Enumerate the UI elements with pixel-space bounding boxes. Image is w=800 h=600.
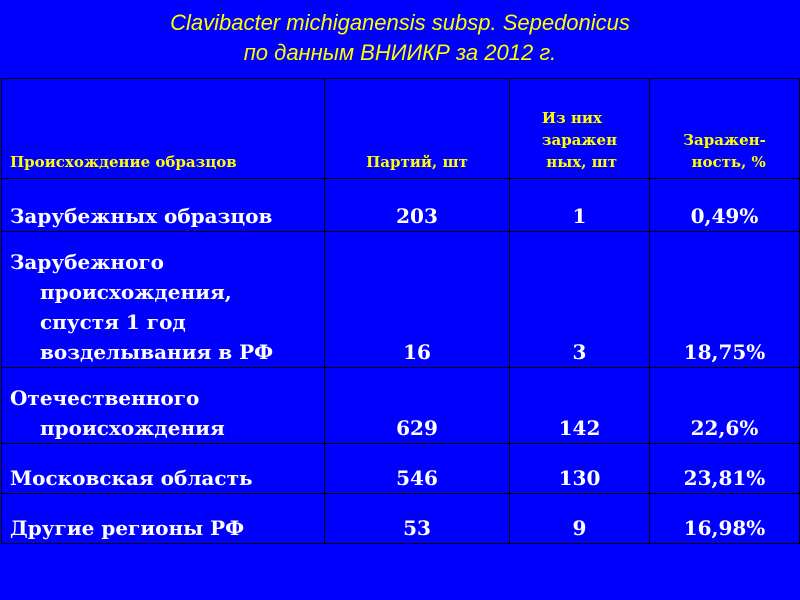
header-rate-line-2: ность, %: [691, 153, 766, 171]
table-row: [2, 444, 800, 494]
table-row: [2, 494, 800, 544]
header-origin: Происхождение образцов: [2, 79, 325, 179]
table-row: [2, 232, 800, 368]
header-infected-text: [542, 107, 617, 173]
row-origin: [2, 232, 325, 368]
row-batches: 629: [325, 368, 510, 444]
row-origin: [2, 179, 325, 232]
infection-data-table: [1, 78, 800, 544]
row-batches: 53: [325, 494, 510, 544]
row-rate: 0,49%: [650, 179, 800, 232]
header-infected-line-2: заражен: [541, 131, 618, 149]
row-origin-text: Зарубежных образцов: [10, 204, 273, 228]
table-header-row: [2, 79, 800, 179]
title-line-1: Clavibacter michiganensis subsp. Sepedonicus: [170, 10, 630, 35]
title-line-2: по данным ВНИИКР за 2012 г.: [243, 40, 557, 65]
row-infected: 142: [510, 368, 650, 444]
table-row: [2, 179, 800, 232]
row-infected: 1: [510, 179, 650, 232]
header-rate-line-1: Заражен-: [683, 131, 766, 149]
row-origin: [2, 494, 325, 544]
row-origin-text: Зарубежного происхождения, спустя 1 год возделывания в РФ: [10, 250, 274, 364]
row-origin-text: Отечественного происхождения: [10, 386, 225, 440]
row-rate: 22,6%: [650, 368, 800, 444]
header-rate-text: [683, 129, 766, 173]
header-rate: [650, 79, 800, 179]
row-infected: 3: [510, 232, 650, 368]
header-batches: Партий, шт: [325, 79, 510, 179]
row-batches: 546: [325, 444, 510, 494]
row-origin: [2, 444, 325, 494]
row-batches: 16: [325, 232, 510, 368]
header-infected: [510, 79, 650, 179]
row-rate: 23,81%: [650, 444, 800, 494]
slide-title: [0, 8, 800, 68]
row-rate: 16,98%: [650, 494, 800, 544]
row-origin-text: Другие регионы РФ: [10, 516, 245, 540]
row-origin-text: Московская область: [10, 466, 253, 490]
row-batches: 203: [325, 179, 510, 232]
table-row: [2, 368, 800, 444]
row-rate: 18,75%: [650, 232, 800, 368]
row-origin: [2, 368, 325, 444]
header-infected-line-3: ных, шт: [546, 153, 618, 171]
row-infected: 9: [510, 494, 650, 544]
header-infected-line-1: Из них: [541, 109, 602, 127]
row-infected: 130: [510, 444, 650, 494]
